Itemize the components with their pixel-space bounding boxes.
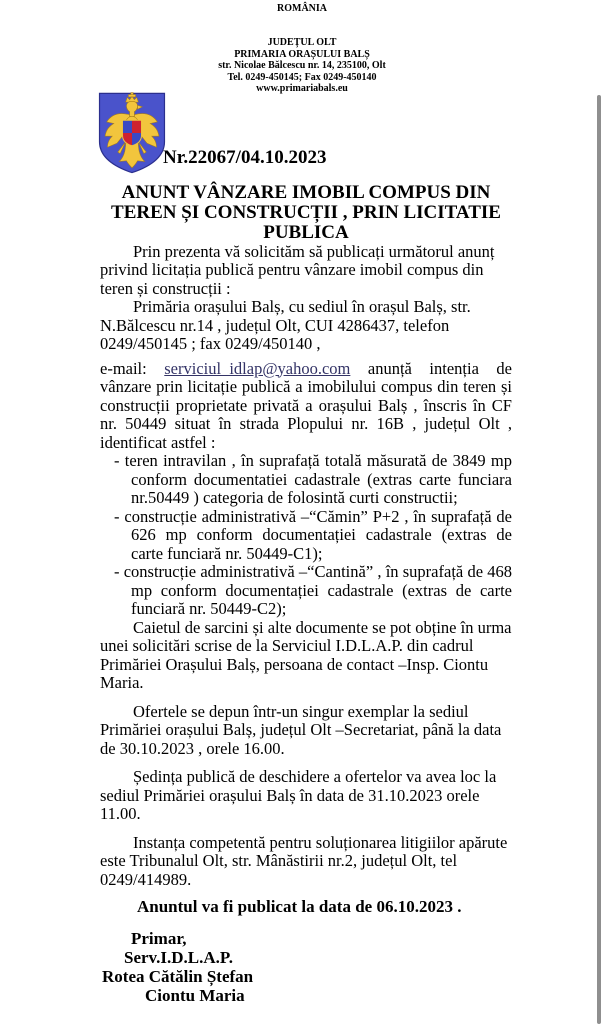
para-offers: Ofertele se depun într-un singur exemplar la sediul Primăriei orașului Balș, județul Olt –Secretariat, până la data de 30.10.2023 , orele 16.00.: [100, 701, 502, 758]
bullet-item-teren: - teren intravilan , în suprafață totală măsurată de 3849 mp conform documentatiei cadastrale (extras carte funciara nr.50449 ) categoria de folosintă curti constructii;: [114, 451, 512, 507]
bullet-item-cantina: - construcție administrativă –“Cantină” , în suprafață de 468 mp conform documentației cadastrale (extras de carte funciară nr. 50449-C2);: [114, 562, 512, 618]
signature-block: [100, 929, 512, 1005]
website-line: www.primariabals.eu: [256, 83, 348, 94]
romania-coat-of-arms-icon: [96, 91, 168, 175]
institution-name: PRIMARIA ORAȘULUI BALȘ: [234, 48, 370, 60]
bullet-item-camin: - construcție administrativă –“Cămin” P+2 , în suprafață de 626 mp conform documentației cadastrale (extras de carte funciară nr. 50449-C1);: [114, 506, 512, 563]
document-body: [100, 243, 512, 1005]
county-name: JUDEȚUL OLT: [267, 37, 337, 48]
para-intro: Prin prezenta vă solicităm să publicați următorul anunț privind licitația publică pentru vânzare imobil compus din teren și construcții :: [100, 241, 495, 298]
scrollbar[interactable]: [597, 95, 601, 1024]
para-session: Ședința publică de deschidere a ofertelor va avea loc la sediul Primăriei orașului Balș în data de 31.10.2023 orele 11.00.: [100, 767, 497, 823]
email-prefix: e-mail:: [100, 358, 165, 378]
para-documents: Caietul de sarcini și alte documente se pot obține în urma unei solicitări scrise de la Serviciul I.D.L.A.P. din cadrul Primăriei Orașului Balș, persoana de contact –Insp. Ciontu Maria.: [100, 617, 512, 692]
document-title-line: ANUNT VÂNZARE IMOBIL COMPUS DIN: [121, 181, 491, 203]
para-email: [100, 360, 512, 453]
address-line: str. Nicolae Bălcescu nr. 14, 235100, Olt: [218, 60, 386, 71]
signature-role-serviciu: Serv.I.D.L.A.P.: [124, 947, 233, 967]
document-header: [0, 0, 604, 95]
para-court: Instanța competentă pentru soluționarea litigiilor apărute este Tribunalul Olt, str. Mânăstirii nr.2, județul Olt, tel 0249/414989.: [100, 832, 508, 889]
phone-fax-line: Tel. 0249-450145; Fax 0249-450140: [227, 71, 377, 83]
country-name: ROMÂNIA: [277, 3, 327, 14]
email-link[interactable]: serviciul_idlap@yahoo.com: [164, 358, 351, 378]
signature-name-ciontu: Ciontu Maria: [145, 985, 245, 1005]
document-number: Nr.22067/04.10.2023: [163, 146, 327, 168]
document-title: [100, 183, 512, 243]
document-title-line: PUBLICA: [263, 221, 349, 243]
signature-name-rotea: Rotea Cătălin Ștefan: [102, 966, 254, 986]
publish-note: Anuntul va fi publicat la data de 06.10.2023 .: [137, 897, 462, 916]
email-suffix: anunță intenția de vânzare prin licitație publică a imobilului compus din teren și construcții proprietate privată a orașului Balș , înscris în CF nr. 50449 situat în strada Plopului nr. 16B , județul Olt , identificat astfel :: [100, 358, 512, 452]
document-title-line: TEREN ȘI CONSTRUCȚII , PRIN LICITATIE: [111, 201, 501, 223]
para-address: Primăria orașului Balș, cu sediul în orașul Balș, str. N.Bălcescu nr.14 , județul Olt, CUI 4286437, telefon 0249/450145 ; fax 0249/450140 ,: [100, 297, 471, 353]
signature-role-primar: Primar,: [131, 928, 187, 948]
